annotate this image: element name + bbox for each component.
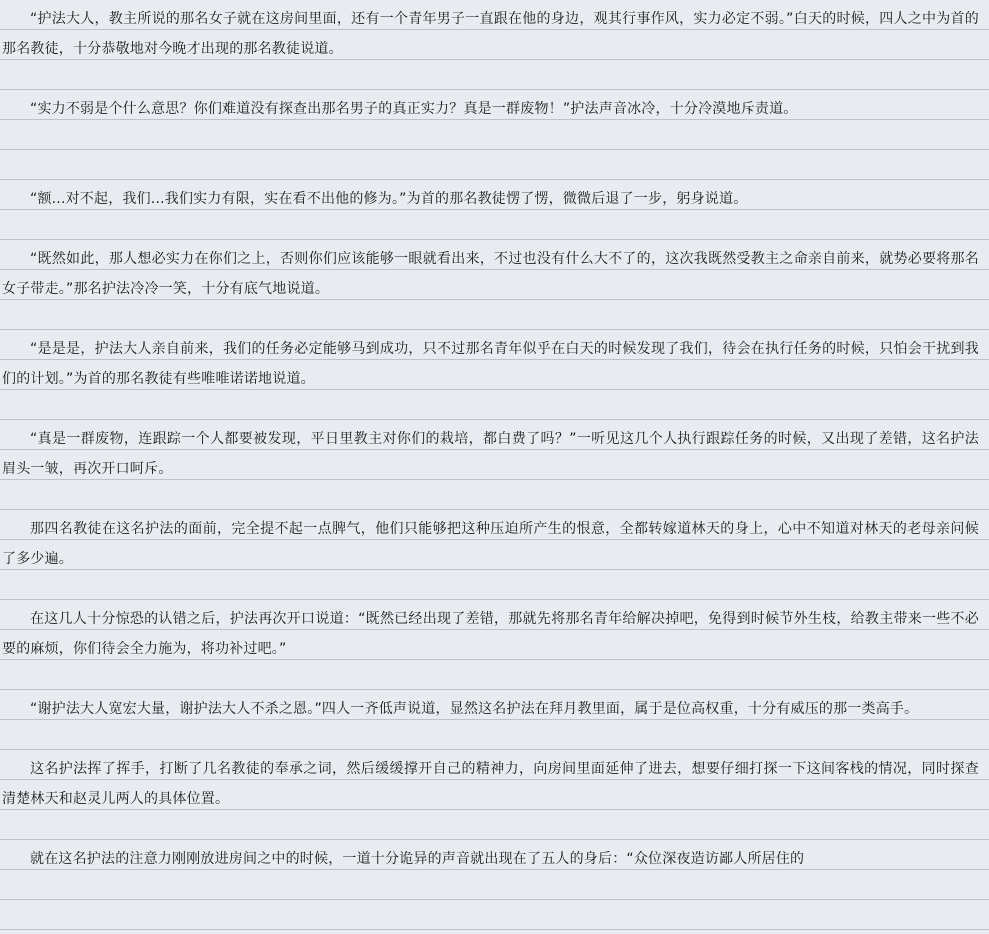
paragraph-8: 在这几人十分惊恐的认错之后，护法再次开口说道：“既然已经出现了差错，那就先将那名青年给解决掉吧，免得到时候节外生枝，给教主带来一些不必要的麻烦，你们待会全力施为，将功补过吧。”: [2, 611, 979, 657]
paragraph-1: “护法大人，教主所说的那名女子就在这房间里面，还有一个青年男子一直跟在他的身边，观其行事作风，实力必定不弱。”白天的时候，四人之中为首的那名教徒，十分恭敬地对今晚才出现的那名教徒说道。: [2, 11, 979, 57]
paragraph-7: 那四名教徒在这名护法的面前，完全提不起一点脾气，他们只能够把这种压迫所产生的恨意，全都转嫁道林天的身上，心中不知道对林天的老母亲问候了多少遍。: [2, 521, 979, 567]
paragraph-3: “额...对不起，我们...我们实力有限，实在看不出他的修为。”为首的那名教徒愣了愣，微微后退了一步，躬身说道。: [30, 191, 748, 207]
paragraph-10: 这名护法挥了挥手，打断了几名教徒的奉承之词，然后缓缓撑开自己的精神力，向房间里面延伸了进去，想要仔细打探一下这间客栈的情况，同时探查清楚林天和赵灵儿两人的具体位置。: [2, 761, 979, 807]
paragraph-4: “既然如此，那人想必实力在你们之上，否则你们应该能够一眼就看出来，不过也没有什么大不了的，这次我既然受教主之命亲自前来，就势必要将那名女子带走。”那名护法冷冷一笑，十分有底气地说道。: [2, 251, 979, 297]
paragraph-6: “真是一群废物，连跟踪一个人都要被发现，平日里教主对你们的栽培，都白费了吗？”一听见这几个人执行跟踪任务的时候，又出现了差错，这名护法眉头一皱，再次开口呵斥。: [2, 431, 979, 477]
paragraph-2: “实力不弱是个什么意思？你们难道没有探查出那名男子的真正实力？真是一群废物！”护法声音冰冷，十分冷漠地斥责道。: [30, 101, 798, 117]
paragraph-9: “谢护法大人宽宏大量，谢护法大人不杀之恩。”四人一齐低声说道，显然这名护法在拜月教里面，属于是位高权重，十分有威压的那一类高手。: [30, 701, 919, 717]
paragraph-5: “是是是，护法大人亲自前来，我们的任务必定能够马到成功，只不过那名青年似乎在白天的时候发现了我们，待会在执行任务的时候，只怕会干扰到我们的计划。”为首的那名教徒有些唯唯诺诺地说道。: [2, 341, 979, 387]
paragraph-11: 就在这名护法的注意力刚刚放进房间之中的时候，一道十分诡异的声音就出现在了五人的身后：“众位深夜造访鄙人所居住的: [30, 851, 805, 867]
